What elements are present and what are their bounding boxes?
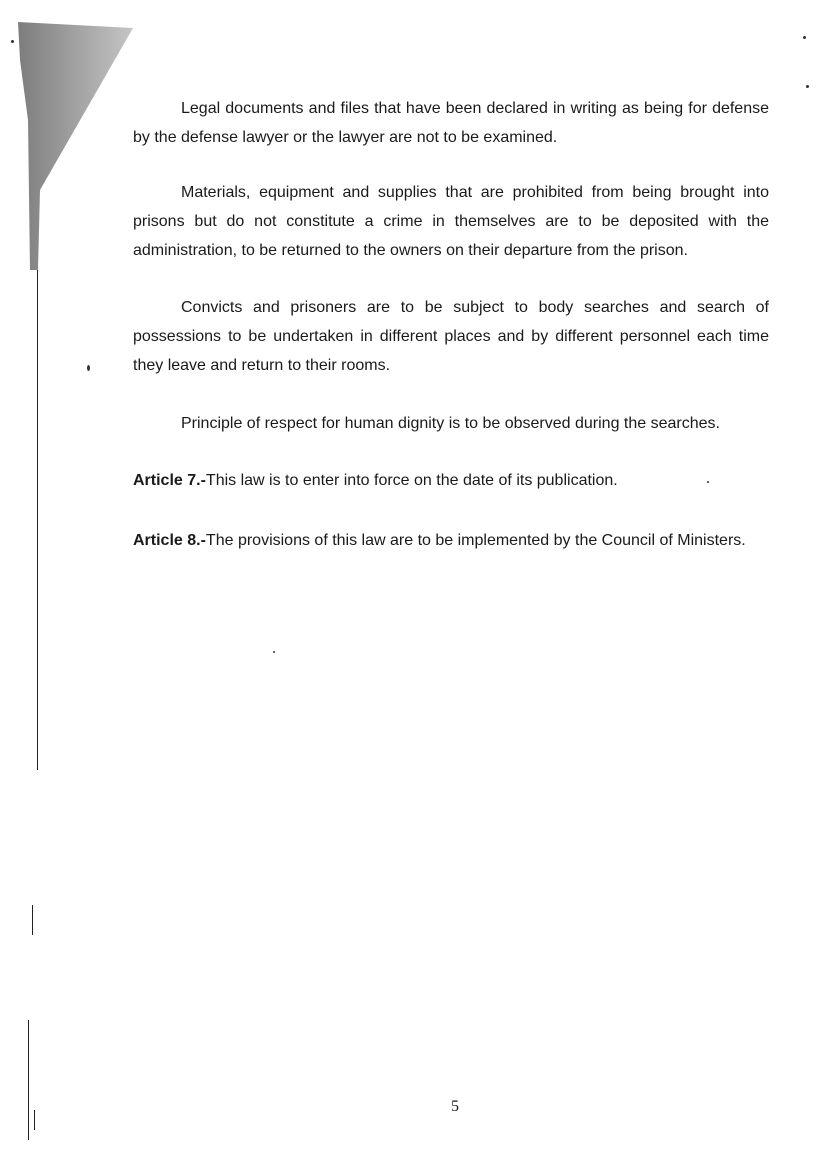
scan-speck — [87, 365, 90, 371]
paragraph-text: Legal documents and files that have been declared in writing as being for defense by the defense lawyer or the lawyer are not to be examined. — [133, 100, 769, 146]
article-label: Article 7.- — [133, 472, 206, 489]
article-label: Article 8.- — [133, 532, 206, 549]
scan-edge-line — [28, 1020, 29, 1140]
paragraph-human-dignity — [133, 409, 769, 438]
scan-speck — [273, 651, 275, 653]
paragraph-body-searches — [133, 293, 769, 380]
article-7 — [133, 466, 769, 495]
paragraph-materials — [133, 178, 769, 265]
article-8 — [133, 526, 769, 555]
paragraph-text: Materials, equipment and supplies that are prohibited from being brought into prisons but do not constitute a crime in themselves are to be deposited with the administration, to be returned to the owners on their departure from the prison. — [133, 184, 769, 259]
scan-edge-line — [37, 270, 38, 770]
scan-shadow-artifact — [0, 0, 140, 280]
article-text: This law is to enter into force on the date of its publication. — [205, 472, 618, 489]
scan-edge-line — [32, 905, 33, 935]
scan-speck — [806, 85, 809, 88]
scan-speck — [11, 40, 14, 43]
paragraph-text: Convicts and prisoners are to be subject to body searches and search of possessions to be undertaken in different places and by different personnel each time they leave and return to their rooms. — [133, 299, 769, 374]
article-text: The provisions of this law are to be implemented by the Council of Ministers. — [205, 532, 746, 549]
scan-speck — [803, 36, 806, 39]
paragraph-legal-documents — [133, 94, 769, 152]
page-number: 5 — [451, 1098, 459, 1115]
paragraph-text: Principle of respect for human dignity is to be observed during the searches. — [181, 415, 720, 432]
